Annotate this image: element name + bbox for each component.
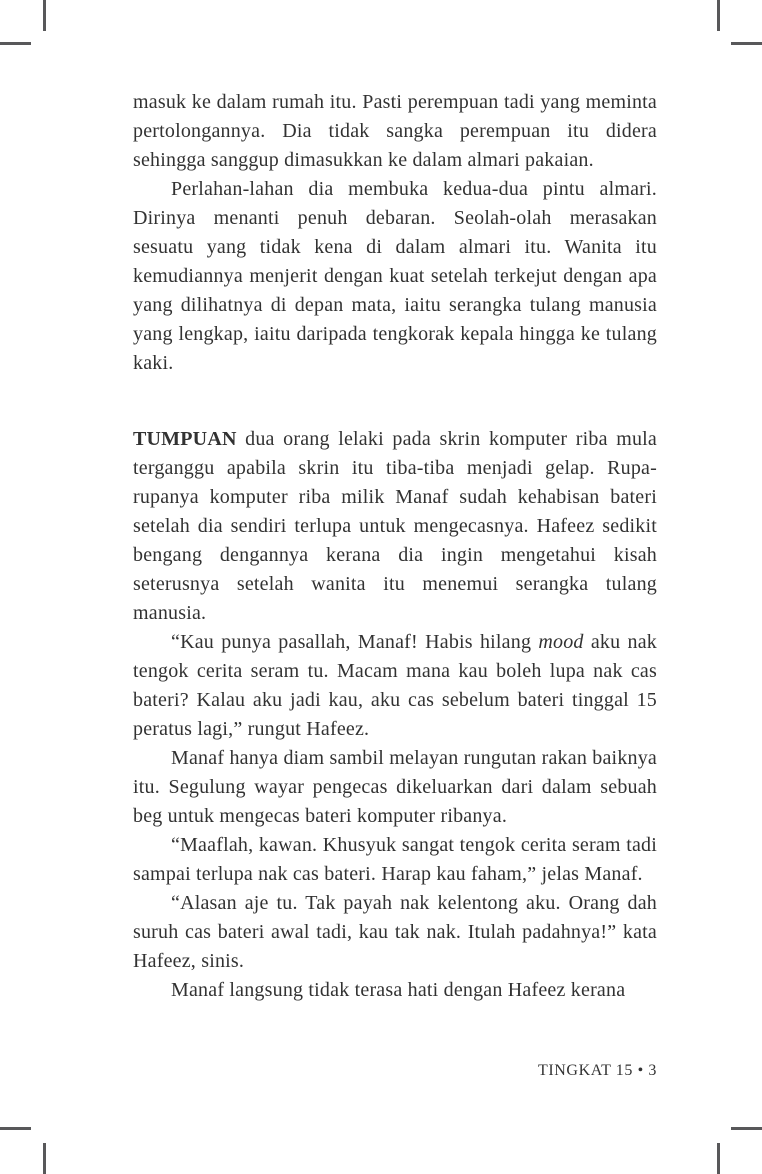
crop-mark-bottom-right-vertical <box>717 1143 720 1174</box>
text-segment: Manaf hanya diam sambil melayan rungutan rakan baiknya itu. Segulung wayar pengecas dikeluarkan dari dalam sebuah beg untuk mengecas bateri komputer ribanya. <box>133 747 657 827</box>
paragraph <box>133 976 657 1005</box>
lead-word-bold: TUMPUAN <box>133 428 237 450</box>
body-text <box>133 88 657 1005</box>
paragraph <box>133 744 657 831</box>
text-segment: Manaf langsung tidak terasa hati dengan Hafeez kerana <box>171 979 626 1001</box>
text-segment: masuk ke dalam rumah itu. Pasti perempuan tadi yang meminta pertolongannya. Dia tidak sangka perempuan itu didera sehingga sanggup dimasukkan ke dalam almari pakaian. <box>133 91 657 171</box>
crop-mark-top-left-horizontal <box>0 42 31 45</box>
paragraph <box>133 425 657 628</box>
italic-word: mood <box>538 631 584 653</box>
paragraph <box>133 889 657 976</box>
crop-mark-bottom-left-horizontal <box>0 1127 31 1130</box>
text-segment: Perlahan-lahan dia membuka kedua-dua pintu almari. Dirinya menanti penuh debaran. Seolah-olah merasakan sesuatu yang tidak kena di dalam almari itu. Wanita itu kemudiannya menjerit dengan kuat setelah terkejut dengan apa yang dilihatnya di depan mata, iaitu serangka tulang manusia yang lengkap, iaitu daripada tengkorak kepala hingga ke tulang kaki. <box>133 178 657 374</box>
paragraph <box>133 628 657 744</box>
text-segment: aku nak tengok cerita seram tu. Macam mana kau boleh lupa nak cas bateri? Kalau aku jadi kau, aku cas sebelum bateri tinggal 15 peratus lagi,” rungut Hafeez. <box>133 631 657 740</box>
paragraph <box>133 88 657 175</box>
crop-mark-top-left-vertical <box>43 0 46 31</box>
text-segment: “Alasan aje tu. Tak payah nak kelentong aku. Orang dah suruh cas bateri awal tadi, kau tak nak. Itulah padahnya!” kata Hafeez, sinis. <box>133 892 657 972</box>
crop-mark-top-right-vertical <box>717 0 720 31</box>
text-segment: “Maaflah, kawan. Khusyuk sangat tengok cerita seram tadi sampai terlupa nak cas bateri. Harap kau faham,” jelas Manaf. <box>133 834 657 885</box>
text-segment: dua orang lelaki pada skrin komputer riba mula terganggu apabila skrin itu tiba-tiba menjadi gelap. Rupa-rupanya komputer riba milik Manaf sudah kehabisan bateri setelah dia sendiri terlupa untuk mengecasnya. Hafeez sedikit bengang dengannya kerana dia ingin mengetahui kisah seterusnya setelah wanita itu menemui serangka tulang manusia. <box>133 428 657 624</box>
crop-mark-bottom-right-horizontal <box>731 1127 762 1130</box>
crop-mark-top-right-horizontal <box>731 42 762 45</box>
paragraph <box>133 831 657 889</box>
text-segment: “Kau punya pasallah, Manaf! Habis hilang <box>171 631 539 653</box>
page-footer: TINGKAT 15 • 3 <box>537 1062 657 1079</box>
paragraph <box>133 175 657 378</box>
crop-mark-bottom-left-vertical <box>43 1143 46 1174</box>
